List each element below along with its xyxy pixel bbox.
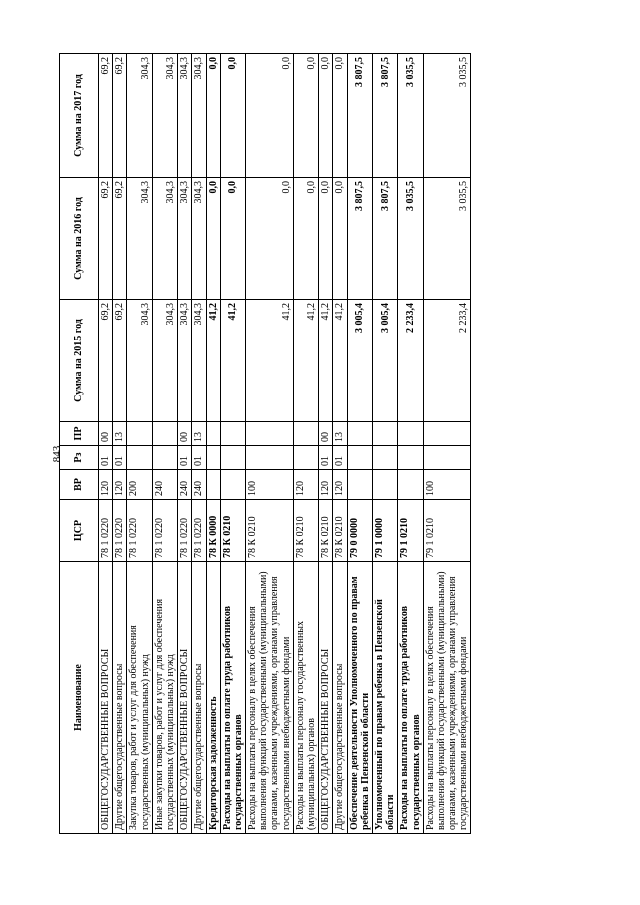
cell-rz: 01 — [319, 446, 333, 470]
cell-name: Иные закупки товаров, работ и услуг для обеспечения государственных (муниципальных) нужд — [152, 562, 177, 834]
table-row — [347, 54, 372, 834]
cell-csr: 79 0 0000 — [347, 500, 372, 562]
cell-sum-2015: 2 233,4 — [398, 300, 423, 422]
table-row — [99, 54, 113, 834]
table-row — [192, 54, 206, 834]
table-body — [99, 54, 471, 834]
cell-rz — [347, 446, 372, 470]
cell-rz — [423, 446, 471, 470]
table-row — [220, 54, 245, 834]
table-row — [293, 54, 318, 834]
cell-csr: 79 1 0000 — [372, 500, 397, 562]
cell-rz: 01 — [113, 446, 127, 470]
cell-name: Другие общегосударственные вопросы — [333, 562, 347, 834]
cell-vr: 240 — [192, 470, 206, 500]
cell-sum-2016: 0,0 — [319, 178, 333, 300]
cell-rz — [152, 446, 177, 470]
cell-pr: 00 — [99, 422, 113, 446]
cell-sum-2016: 0,0 — [293, 178, 318, 300]
cell-csr: 78 К 0210 — [319, 500, 333, 562]
cell-csr: 78 К 0210 — [220, 500, 245, 562]
cell-pr — [347, 422, 372, 446]
cell-sum-2016: 304,3 — [127, 178, 152, 300]
cell-sum-2015: 304,3 — [152, 300, 177, 422]
budget-table — [59, 53, 471, 834]
cell-vr: 120 — [113, 470, 127, 500]
cell-vr — [206, 470, 220, 500]
cell-vr: 120 — [333, 470, 347, 500]
cell-csr: 78 К 0210 — [246, 500, 294, 562]
cell-sum-2017: 3 035,5 — [423, 54, 471, 178]
header-name: Наименование — [60, 562, 99, 834]
table-row — [178, 54, 192, 834]
cell-sum-2015: 41,2 — [206, 300, 220, 422]
cell-sum-2015: 3 005,4 — [347, 300, 372, 422]
cell-pr — [152, 422, 177, 446]
cell-sum-2017: 0,0 — [293, 54, 318, 178]
cell-csr: 78 К 0210 — [333, 500, 347, 562]
cell-name: Кредиторская задолженность — [206, 562, 220, 834]
cell-rz — [293, 446, 318, 470]
page-number: 843 — [51, 445, 63, 463]
header-sum-2015: Сумма на 2015 год — [60, 300, 99, 422]
cell-sum-2015: 69,2 — [113, 300, 127, 422]
cell-sum-2016: 69,2 — [113, 178, 127, 300]
cell-name: Уполномоченный по правам ребенка в Пензенской области — [372, 562, 397, 834]
cell-vr: 100 — [423, 470, 471, 500]
cell-vr: 120 — [293, 470, 318, 500]
cell-csr: 78 1 0220 — [113, 500, 127, 562]
cell-name: Расходы на выплаты персоналу в целях обеспечения выполнения функций государственными (муниципальными) органами, казенными учреждениями, органами управления государственными внебюджетными фондами — [423, 562, 471, 834]
cell-name: Другие общегосударственные вопросы — [192, 562, 206, 834]
cell-pr — [246, 422, 294, 446]
header-sum-2017: Сумма на 2017 год — [60, 54, 99, 178]
cell-sum-2015: 41,2 — [220, 300, 245, 422]
cell-sum-2017: 3 807,5 — [347, 54, 372, 178]
cell-sum-2017: 0,0 — [246, 54, 294, 178]
cell-sum-2016: 0,0 — [206, 178, 220, 300]
cell-sum-2017: 3 807,5 — [372, 54, 397, 178]
cell-sum-2015: 2 233,4 — [423, 300, 471, 422]
table-row — [127, 54, 152, 834]
cell-vr — [398, 470, 423, 500]
cell-vr — [347, 470, 372, 500]
cell-sum-2017: 0,0 — [206, 54, 220, 178]
table-row — [152, 54, 177, 834]
table-row — [206, 54, 220, 834]
cell-name: Расходы на выплаты персоналу в целях обеспечения выполнения функций государственными (муниципальными) органами, казенными учреждениями, органами управления государственными внебюджетными фондами — [246, 562, 294, 834]
cell-name: Закупка товаров, работ и услуг для обеспечения государственных (муниципальных) нужд — [127, 562, 152, 834]
table-header-row — [60, 54, 99, 834]
cell-vr: 200 — [127, 470, 152, 500]
cell-sum-2016: 69,2 — [99, 178, 113, 300]
cell-sum-2015: 3 005,4 — [372, 300, 397, 422]
cell-csr: 78 1 0220 — [99, 500, 113, 562]
cell-csr: 78 1 0220 — [178, 500, 192, 562]
cell-sum-2015: 41,2 — [333, 300, 347, 422]
cell-vr — [372, 470, 397, 500]
table-row — [372, 54, 397, 834]
table-row — [423, 54, 471, 834]
cell-pr: 13 — [192, 422, 206, 446]
table-row — [398, 54, 423, 834]
table-row — [333, 54, 347, 834]
cell-vr: 120 — [319, 470, 333, 500]
cell-sum-2017: 304,3 — [178, 54, 192, 178]
cell-name: Расходы на выплаты по оплате труда работников государственных органов — [398, 562, 423, 834]
cell-sum-2015: 304,3 — [192, 300, 206, 422]
cell-pr — [206, 422, 220, 446]
cell-sum-2016: 0,0 — [333, 178, 347, 300]
cell-csr: 78 1 0220 — [127, 500, 152, 562]
cell-name: ОБЩЕГОСУДАРСТВЕННЫЕ ВОПРОСЫ — [319, 562, 333, 834]
cell-sum-2017: 69,2 — [113, 54, 127, 178]
cell-sum-2016: 0,0 — [220, 178, 245, 300]
table-row — [319, 54, 333, 834]
cell-name: ОБЩЕГОСУДАРСТВЕННЫЕ ВОПРОСЫ — [178, 562, 192, 834]
cell-pr — [293, 422, 318, 446]
cell-sum-2016: 304,3 — [152, 178, 177, 300]
header-csr: ЦСР — [60, 500, 99, 562]
cell-vr: 100 — [246, 470, 294, 500]
header-vr: ВР — [60, 470, 99, 500]
cell-csr: 78 К 0000 — [206, 500, 220, 562]
cell-sum-2016: 304,3 — [192, 178, 206, 300]
cell-sum-2016: 3 035,5 — [398, 178, 423, 300]
cell-rz: 01 — [99, 446, 113, 470]
cell-sum-2017: 3 035,5 — [398, 54, 423, 178]
header-rz: Рз — [60, 446, 99, 470]
cell-pr: 00 — [178, 422, 192, 446]
cell-sum-2015: 41,2 — [293, 300, 318, 422]
cell-sum-2017: 304,3 — [152, 54, 177, 178]
cell-csr: 79 1 0210 — [398, 500, 423, 562]
cell-sum-2017: 304,3 — [192, 54, 206, 178]
cell-pr — [398, 422, 423, 446]
cell-sum-2017: 0,0 — [220, 54, 245, 178]
cell-vr: 120 — [99, 470, 113, 500]
cell-sum-2015: 304,3 — [178, 300, 192, 422]
table-row — [113, 54, 127, 834]
cell-name: Другие общегосударственные вопросы — [113, 562, 127, 834]
cell-csr: 78 1 0220 — [152, 500, 177, 562]
cell-pr — [127, 422, 152, 446]
cell-pr — [372, 422, 397, 446]
cell-csr: 78 1 0220 — [192, 500, 206, 562]
cell-sum-2015: 41,2 — [246, 300, 294, 422]
header-pr: ПР — [60, 422, 99, 446]
cell-vr: 240 — [178, 470, 192, 500]
cell-sum-2016: 304,3 — [178, 178, 192, 300]
cell-sum-2015: 69,2 — [99, 300, 113, 422]
cell-sum-2016: 3 807,5 — [347, 178, 372, 300]
cell-name: Обеспечение деятельности Уполномоченного по правам ребенка в Пензенской области — [347, 562, 372, 834]
cell-rz — [398, 446, 423, 470]
cell-sum-2016: 0,0 — [246, 178, 294, 300]
cell-rz: 01 — [192, 446, 206, 470]
cell-rz — [127, 446, 152, 470]
cell-sum-2015: 41,2 — [319, 300, 333, 422]
cell-pr — [423, 422, 471, 446]
cell-csr: 79 1 0210 — [423, 500, 471, 562]
cell-pr: 13 — [333, 422, 347, 446]
cell-rz: 01 — [333, 446, 347, 470]
cell-sum-2015: 304,3 — [127, 300, 152, 422]
cell-rz: 01 — [178, 446, 192, 470]
table-row — [246, 54, 294, 834]
cell-rz — [246, 446, 294, 470]
cell-rz — [220, 446, 245, 470]
cell-sum-2016: 3 807,5 — [372, 178, 397, 300]
cell-rz — [372, 446, 397, 470]
cell-name: Расходы на выплаты по оплате труда работников государственных органов — [220, 562, 245, 834]
cell-pr: 00 — [319, 422, 333, 446]
cell-pr — [220, 422, 245, 446]
cell-sum-2017: 0,0 — [319, 54, 333, 178]
cell-vr — [220, 470, 245, 500]
cell-vr: 240 — [152, 470, 177, 500]
cell-name: ОБЩЕГОСУДАРСТВЕННЫЕ ВОПРОСЫ — [99, 562, 113, 834]
cell-sum-2017: 304,3 — [127, 54, 152, 178]
cell-sum-2016: 3 035,5 — [423, 178, 471, 300]
cell-rz — [206, 446, 220, 470]
cell-name: Расходы на выплаты персоналу государственных (муниципальных) органов — [293, 562, 318, 834]
cell-pr: 13 — [113, 422, 127, 446]
cell-csr: 78 К 0210 — [293, 500, 318, 562]
cell-sum-2017: 0,0 — [333, 54, 347, 178]
cell-sum-2017: 69,2 — [99, 54, 113, 178]
rotated-table-container — [59, 54, 581, 834]
header-sum-2016: Сумма на 2016 год — [60, 178, 99, 300]
